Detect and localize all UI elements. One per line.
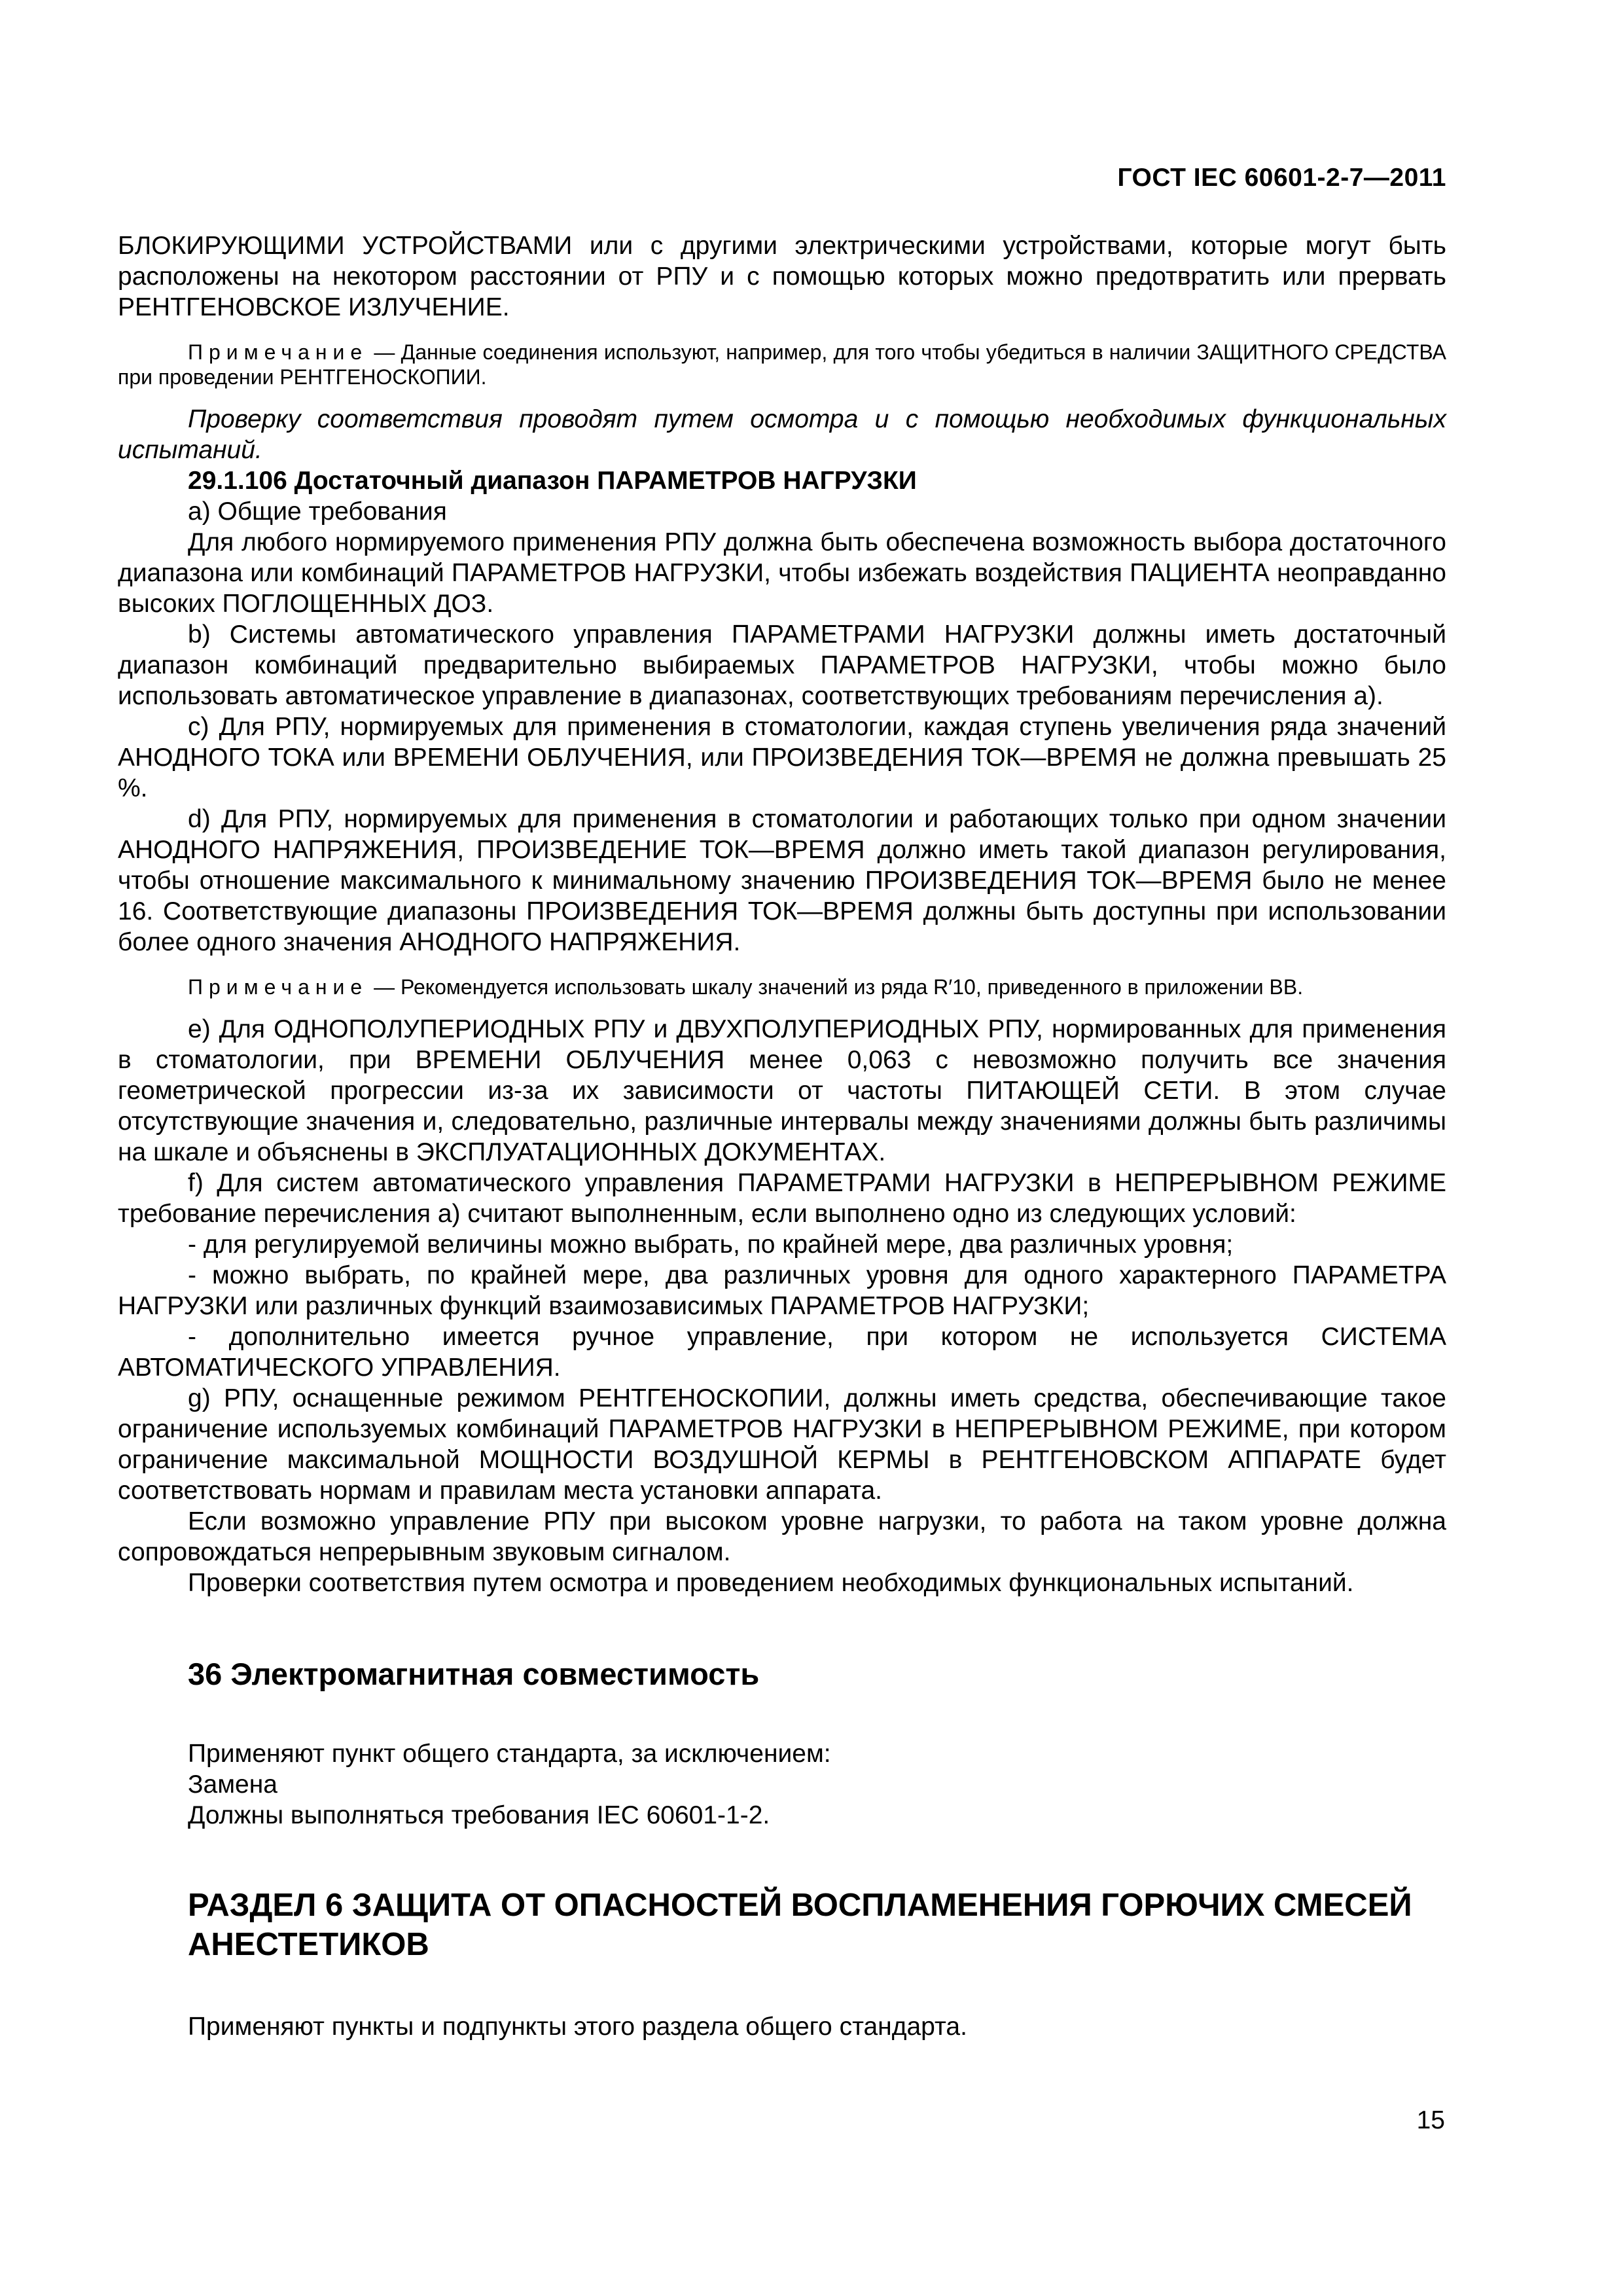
note-2 (118, 975, 1446, 999)
item-b-text: b) Системы автоматического управления ПАРАМЕТРАМИ НАГРУЗКИ должны иметь достаточный диапазон комбинаций предварительно выбираемых ПАРАМЕТРОВ НАГРУЗКИ, чтобы можно было использовать автоматическое управление в диапазонах, соответствующих требованиям перечисления а). (118, 620, 1446, 710)
section-36-line-1: Применяют пункт общего стандарта, за исключением: (188, 1740, 831, 1768)
note-label: Примечание (188, 975, 368, 999)
item-f-text: f) Для систем автоматического управления ПАРАМЕТРАМИ НАГРУЗКИ в НЕПРЕРЫВНОМ РЕЖИМЕ требование перечисления а) считают выполненным, если выполнено одно из следующих условий: (118, 1169, 1446, 1228)
section-heading-36: 36 Электромагнитная совместимость (188, 1657, 760, 1691)
section-heading-razdel-6: РАЗДЕЛ 6 ЗАЩИТА ОТ ОПАСНОСТЕЙ ВОСПЛАМЕНЕНИЯ ГОРЮЧИХ СМЕСЕЙ АНЕСТЕТИКОВ (188, 1888, 1412, 1962)
compliance-check-paragraph: Проверку соответствия проводят путем осмотра и с помощью необходимых функциональных испытаний. (118, 405, 1446, 464)
note-1 (118, 340, 1446, 389)
item-a-text: Для любого нормируемого применения РПУ должна быть обеспечена возможность выбора достаточного диапазона или комбинаций ПАРАМЕТРОВ НАГРУЗКИ, чтобы избежать воздействия ПАЦИЕНТА неоправданно высоких ПОГЛОЩЕННЫХ ДОЗ. (118, 528, 1446, 618)
page-number: 15 (1416, 2106, 1445, 2134)
section-36-line-3: Должны выполняться требования IEC 60601-1-2. (188, 1801, 770, 1829)
note-label: Примечание (188, 340, 368, 364)
section-36-line-2: Замена (188, 1770, 277, 1799)
document-body (118, 230, 1446, 2042)
item-g-text-3: Проверки соответствия путем осмотра и проведением необходимых функциональных испытаний. (188, 1569, 1354, 1597)
subclause-heading-29-1-106: 29.1.106 Достаточный диапазон ПАРАМЕТРОВ НАГРУЗКИ (188, 467, 917, 495)
item-g-text: g) РПУ, оснащенные режимом РЕНТГЕНОСКОПИИ, должны иметь средства, обеспечивающие такое ограничение используемых комбинаций ПАРАМЕТРОВ НАГРУЗКИ в НЕПРЕРЫВНОМ РЕЖИМЕ, при котором ограничение максимальной МОЩНОСТИ ВОЗДУШНОЙ КЕРМЫ в РЕНТГЕНОВСКОМ АППАРАТЕ будет соответствовать нормам и правилам места установки аппарата. (118, 1384, 1446, 1505)
item-f-condition-1: - для регулируемой величины можно выбрать, по крайней мере, два различных уровня; (188, 1230, 1234, 1259)
item-d-text: d) Для РПУ, нормируемых для применения в стоматологии и работающих только при одном значении АНОДНОГО НАПРЯЖЕНИЯ, ПРОИЗВЕДЕНИЕ ТОК—ВРЕМЯ должно иметь такой диапазон регулирования, чтобы отношение максимального к минимальному значению ПРОИЗВЕДЕНИЯ ТОК—ВРЕМЯ было не менее 16. Соответствующие диапазоны ПРОИЗВЕДЕНИЯ ТОК—ВРЕМЯ должны быть доступны при использовании более одного значения АНОДНОГО НАПРЯЖЕНИЯ. (118, 805, 1446, 956)
item-e-text: e) Для ОДНОПОЛУПЕРИОДНЫХ РПУ и ДВУХПОЛУПЕРИОДНЫХ РПУ, нормированных для применения в стоматологии, при ВРЕМЕНИ ОБЛУЧЕНИЯ менее 0,063 с невозможно получить все значения геометрической прогрессии из-за их зависимости от частоты ПИТАЮЩЕЙ СЕТИ. В этом случае отсутствующие значения и, следовательно, различные интервалы между значениями должны быть различимы на шкале и объяснены в ЭКСПЛУАТАЦИОННЫХ ДОКУМЕНТАХ. (118, 1015, 1446, 1166)
item-f-condition-2: - можно выбрать, по крайней мере, два различных уровня для одного характерного ПАРАМЕТРА НАГРУЗКИ или различных функций взаимозависимых ПАРАМЕТРОВ НАГРУЗКИ; (118, 1261, 1446, 1320)
item-c-text: c) Для РПУ, нормируемых для применения в стоматологии, каждая ступень увеличения ряда значений АНОДНОГО ТОКА или ВРЕМЕНИ ОБЛУЧЕНИЯ, или ПРОИЗВЕДЕНИЯ ТОК—ВРЕМЯ не должна превышать 25 %. (118, 713, 1446, 802)
note-text: — Данные соединения используют, например, для того чтобы убедиться в наличии ЗАЩИТНОГО СРЕДСТВА при проведении РЕНТГЕНОСКОПИИ. (118, 340, 1446, 389)
item-a-title: a) Общие требования (188, 497, 447, 526)
item-g-text-2: Если возможно управление РПУ при высоком уровне нагрузки, то работа на таком уровне должна сопровождаться непрерывным звуковым сигналом. (118, 1507, 1446, 1566)
razdel-6-text: Применяют пункты и подпункты этого раздела общего стандарта. (188, 2013, 967, 2041)
document-header-id: ГОСТ IEC 60601-2-7—2011 (1117, 164, 1446, 192)
note-text: — Рекомендуется использовать шкалу значений из ряда R′10, приведенного в приложении ВВ. (368, 975, 1304, 999)
paragraph-interlocks: БЛОКИРУЮЩИМИ УСТРОЙСТВАМИ или с другими электрическими устройствами, которые могут быть расположены на некотором расстоянии от РПУ и с помощью которых можно предотвратить или прервать РЕНТГЕНОВСКОЕ ИЗЛУЧЕНИЕ. (118, 232, 1446, 321)
item-f-condition-3: - дополнительно имеется ручное управление, при котором не используется СИСТЕМА АВТОМАТИЧЕСКОГО УПРАВЛЕНИЯ. (118, 1323, 1446, 1382)
